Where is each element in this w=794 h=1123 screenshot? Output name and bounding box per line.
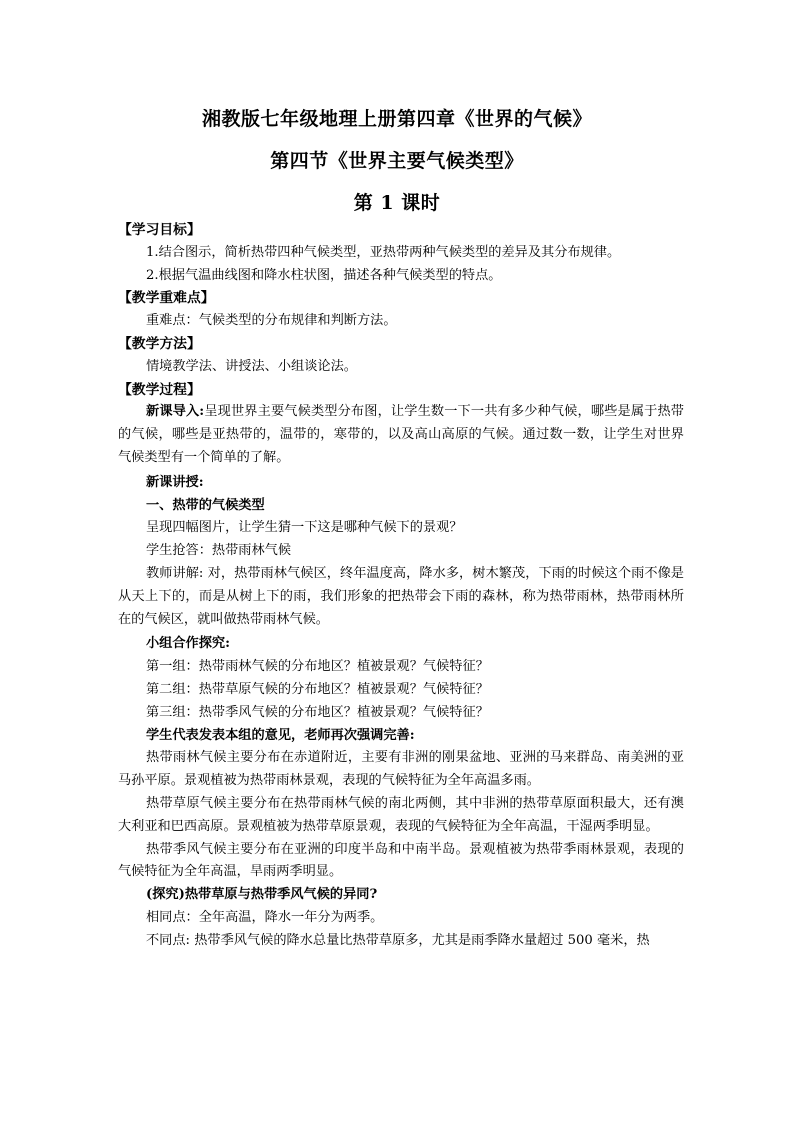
- report-savanna: 热带草原气候主要分布在热带雨林气候的南北两侧，其中非洲的热带草原面积最大，还有澳大利亚和巴西高原。景观植被为热带草原景观，表现的气候特征为全年高温，干湿两季明显。: [118, 795, 684, 834]
- lecture-p2: 学生抢答：热带雨林气候: [146, 543, 292, 559]
- intro-label: 新课导入:: [146, 404, 205, 420]
- intro-text: 呈现世界主要气候类型分布图，让学生数一下一共有多少种气候，哪些是属于热带的气候，哪些是亚热带的，温带的，寒带的，以及高山高原的气候。通过数一数，让学生对世界气候类型有一个简单的了解。: [118, 404, 684, 465]
- process-heading: 【教学过程】: [118, 381, 201, 398]
- methods-heading: 【教学方法】: [118, 335, 201, 352]
- goals-heading: 【学习目标】: [118, 222, 201, 238]
- report-rainforest: 热带雨林气候主要分布在赤道附近，主要有非洲的刚果盆地、亚洲的马来群岛、南美洲的亚马孙平原。景观植被为热带雨林景观，表现的气候特征为全年高温多雨。: [118, 750, 684, 789]
- keypoints-text: 重难点：气候类型的分布规律和判断方法。: [146, 313, 397, 329]
- document-body: [118, 219, 684, 953]
- similarity-text: 相同点：全年高温，降水一年分为两季。: [146, 909, 384, 925]
- methods-text: 情境教学法、讲授法、小组谈论法。: [146, 358, 357, 374]
- main-title: 湘教版七年级地理上册第四章《世界的气候》: [201, 108, 592, 130]
- tropical-subheading: 一、热带的气候类型: [146, 497, 265, 513]
- group-2: 第二组：热带草原气候的分布地区？植被景观？气候特征？: [146, 681, 489, 697]
- group-3: 第三组：热带季风气候的分布地区？植被景观？气候特征？: [146, 704, 489, 720]
- intro-paragraph: [118, 401, 684, 469]
- lecture-label: 新课讲授:: [146, 474, 204, 490]
- goal-item-2: 2.根据气温曲线图和降水柱状图，描述各种气候类型的特点。: [146, 267, 502, 283]
- explore-label: (探究)热带草原与热带季风气候的异同?: [146, 887, 378, 903]
- group-label: 小组合作探究:: [146, 636, 230, 652]
- lecture-p3: 教师讲解: 对，热带雨林气候区，终年温度高，降水多，树木繁茂，下雨的时候这个雨不像是从天上下的，而是从树上下的雨，我们形象的把热带会下雨的森林，称为热带雨林，热带雨林所在的气候区，就叫做热带雨林气候。: [118, 565, 684, 627]
- goal-item-1: 1.结合图示，简析热带四种气候类型，亚热带两种气候类型的差异及其分布规律。: [146, 244, 621, 260]
- report-label: 学生代表发表本组的意见，老师再次强调完善:: [146, 727, 415, 743]
- group-1: 第一组：热带雨林气候的分布地区？植被景观？气候特征？: [146, 659, 489, 675]
- difference-text: 不同点: 热带季风气候的降水总量比热带草原多，尤其是雨季降水量超过 500 毫米，热: [146, 932, 650, 948]
- lesson-title: 第 1 课时: [353, 192, 441, 214]
- lecture-p1: 呈现四幅图片，让学生猜一下这是哪种气候下的景观？: [146, 520, 463, 536]
- keypoints-heading: 【教学重难点】: [118, 290, 215, 307]
- section-title: 第四节《世界主要气候类型》: [270, 150, 524, 172]
- report-monsoon: 热带季风气候主要分布在亚洲的印度半岛和中南半岛。景观植被为热带季雨林景观，表现的气候特征为全年高温，旱雨两季明显。: [118, 841, 684, 880]
